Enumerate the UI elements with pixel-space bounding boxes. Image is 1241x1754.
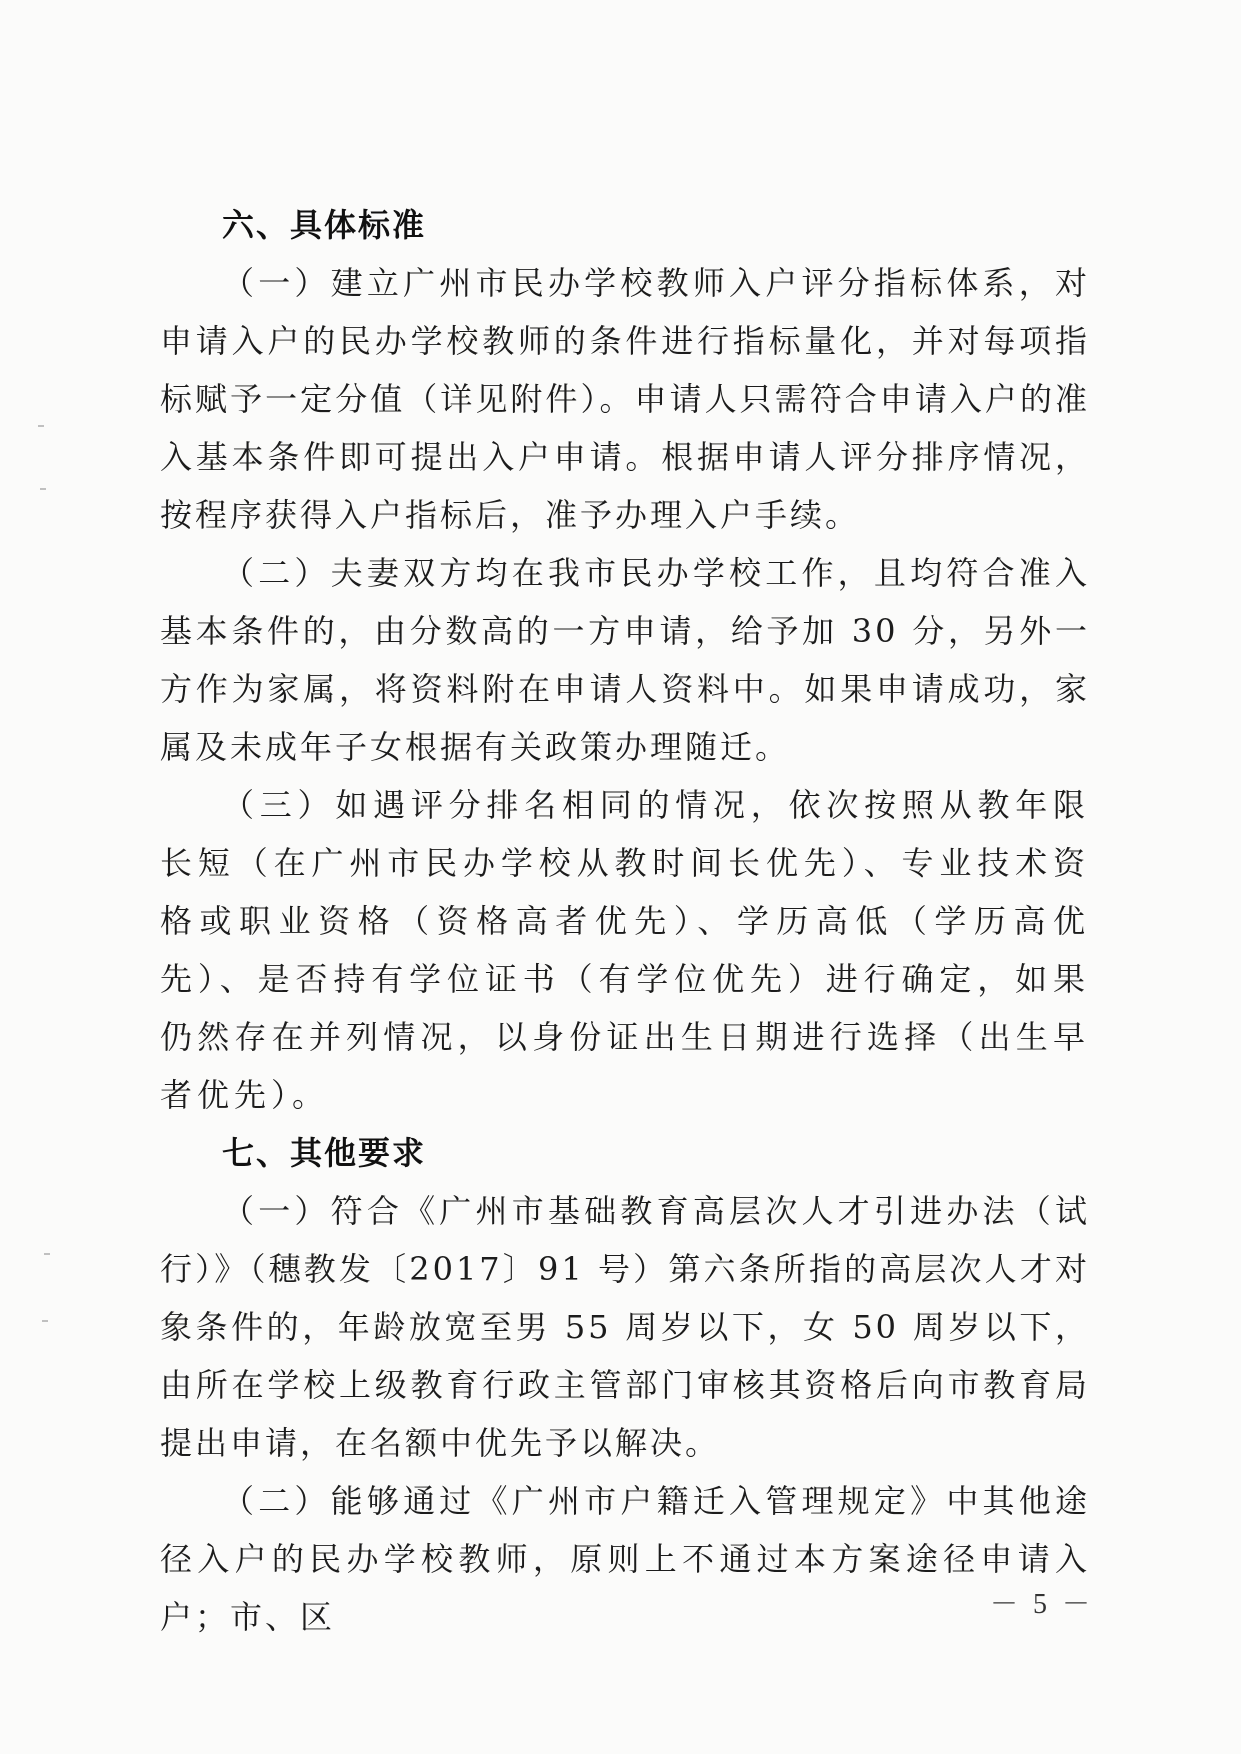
paragraph: （二）能够通过《广州市户籍迁入管理规定》中其他途径入户的民办学校教师，原则上不通过本方案途径申请入户；市、区 xyxy=(160,1482,1090,1636)
section-heading-standards: 六、具体标准 xyxy=(222,206,427,244)
scan-speck xyxy=(42,1320,48,1322)
paragraph: （一）建立广州市民办学校教师入户评分指标体系，对申请入户的民办学校教师的条件进行指标量化，并对每项指标赋予一定分值（详见附件）。申请人只需符合申请入户的准入基本条件即可提出入户申请。根据申请人评分排序情况，按程序获得入户指标后，准予办理入户手续。 xyxy=(160,264,1090,534)
scan-speck xyxy=(38,425,44,427)
paragraph: （三）如遇评分排名相同的情况，依次按照从教年限长短（在广州市民办学校从教时间长优先）、专业技术资格或职业资格（资格高者优先）、学历高低（学历高优先）、是否持有学位证书（有学位优先）进行确定，如果仍然存在并列情况，以身份证出生日期进行选择（出生早者优先）。 xyxy=(160,786,1090,1114)
document-body xyxy=(160,196,1090,1646)
paragraph: （一）符合《广州市基础教育高层次人才引进办法（试行）》（穗教发〔2017〕91 号）第六条所指的高层次人才对象条件的，年龄放宽至男 55 周岁以下，女 50 周岁以下，由所在学校上级教育行政主管部门审核其资格后向市教育局提出申请，在名额中优先予以解决。 xyxy=(160,1192,1090,1462)
paragraph: （二）夫妻双方均在我市民办学校工作，且均符合准入基本条件的，由分数高的一方申请，给予加 30 分，另外一方作为家属，将资料附在申请人资料中。如果申请成功，家属及未成年子女根据有关政策办理随迁。 xyxy=(160,554,1090,766)
scan-speck xyxy=(40,488,46,490)
section-heading-other-requirements: 七、其他要求 xyxy=(222,1134,427,1172)
scan-speck xyxy=(44,1253,50,1255)
page-number: － 5 － xyxy=(990,1589,1095,1620)
